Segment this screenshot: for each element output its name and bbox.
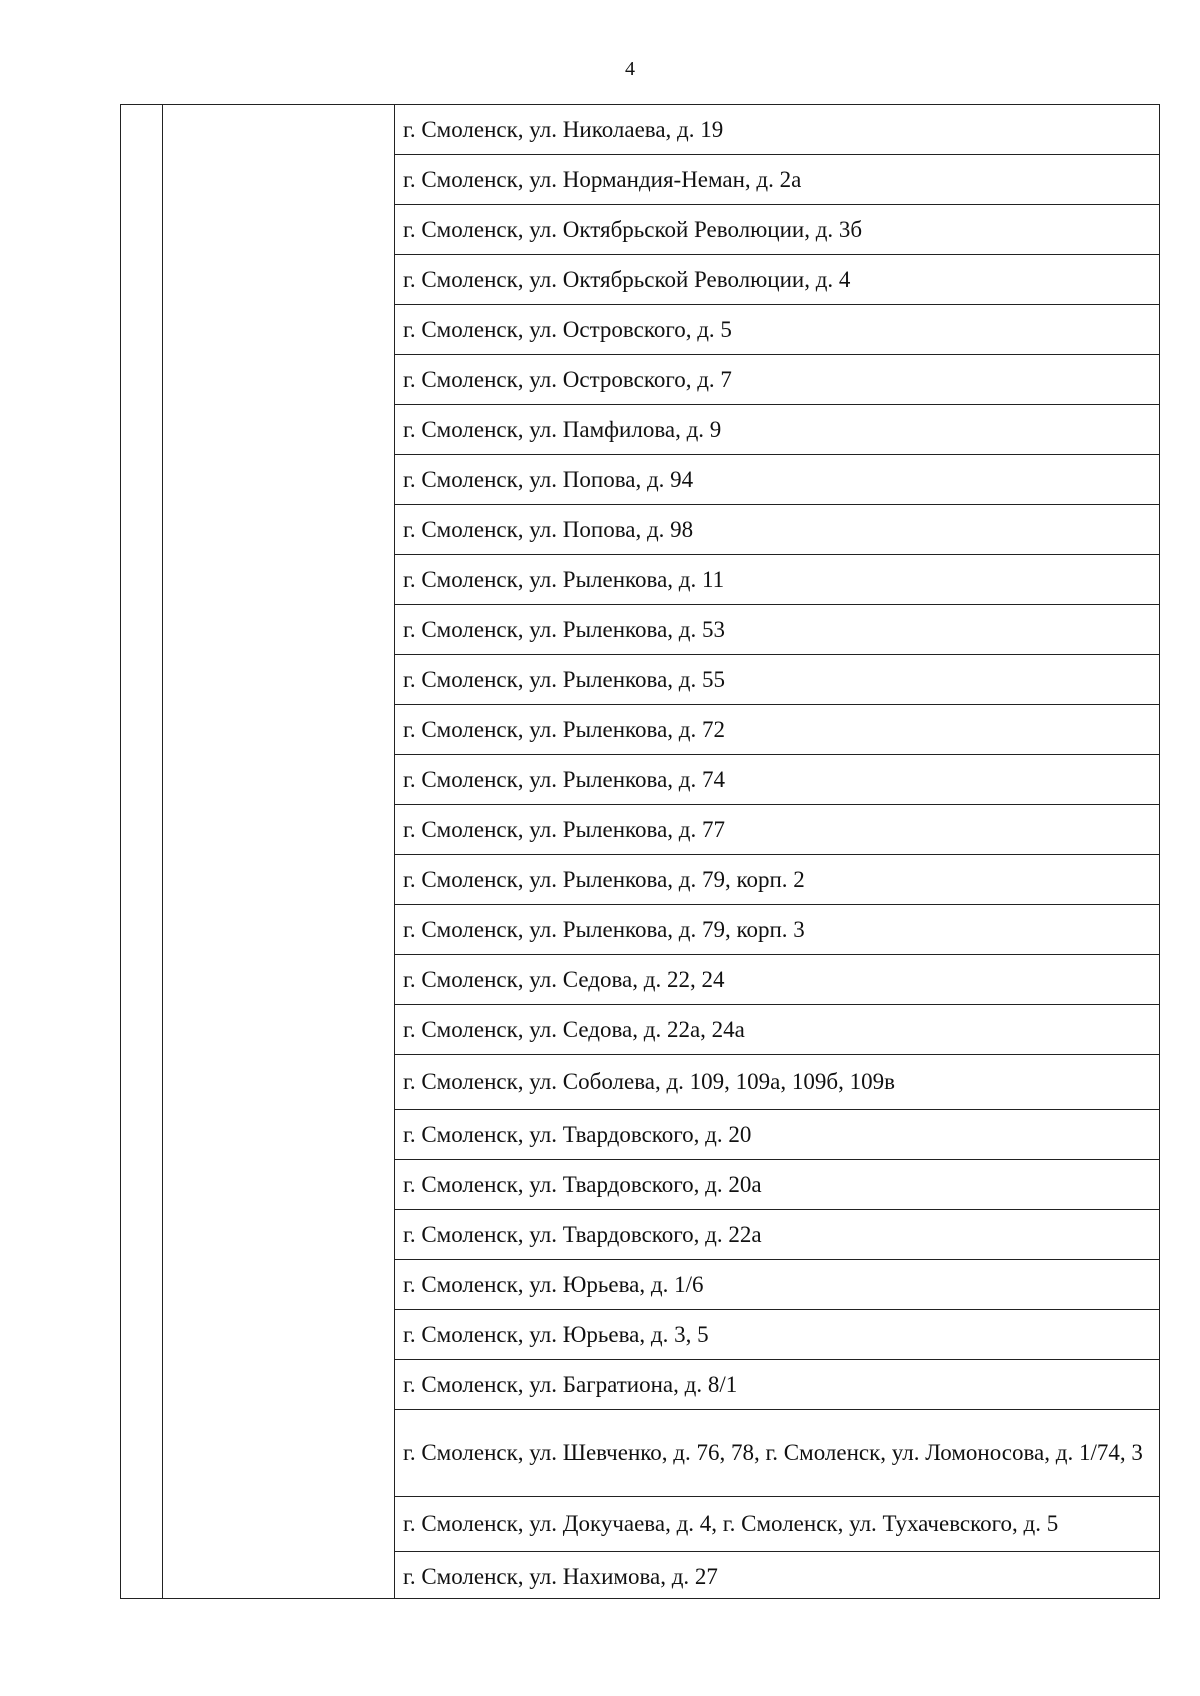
table-row (395, 605, 1159, 655)
table-row (395, 1055, 1159, 1110)
table-row (395, 1497, 1159, 1552)
address-table (120, 104, 1160, 1599)
table-row (395, 1210, 1159, 1260)
table-row (395, 805, 1159, 855)
page-number: 4 (625, 58, 635, 80)
address-text: г. Смоленск, ул. Багратиона, д. 8/1 (403, 1371, 738, 1397)
address-text: г. Смоленск, ул. Твардовского, д. 20 (403, 1121, 752, 1147)
table-row (395, 655, 1159, 705)
address-text: г. Смоленск, ул. Попова, д. 98 (403, 516, 694, 542)
address-text: г. Смоленск, ул. Рыленкова, д. 79, корп. 2 (403, 866, 805, 892)
address-text: г. Смоленск, ул. Соболева, д. 109, 109а, 109б, 109в (403, 1069, 895, 1094)
address-text: г. Смоленск, ул. Докучаева, д. 4, г. Смоленск, ул. Тухачевского, д. 5 (403, 1511, 1059, 1536)
address-text: г. Смоленск, ул. Нормандия-Неман, д. 2а (403, 166, 802, 192)
table-row (395, 955, 1159, 1005)
table-row (395, 1260, 1159, 1310)
table-row (395, 355, 1159, 405)
table-row (395, 705, 1159, 755)
table-row (395, 155, 1159, 205)
table-row (395, 505, 1159, 555)
address-text: г. Смоленск, ул. Нахимова, д. 27 (403, 1564, 718, 1589)
table-row (395, 555, 1159, 605)
table-row (395, 305, 1159, 355)
table-row (395, 255, 1159, 305)
table-row (395, 1410, 1159, 1497)
address-text: г. Смоленск, ул. Николаева, д. 19 (403, 116, 724, 142)
address-text: г. Смоленск, ул. Рыленкова, д. 55 (403, 666, 725, 692)
address-text: г. Смоленск, ул. Твардовского, д. 22а (403, 1221, 762, 1247)
table-row (395, 1360, 1159, 1410)
address-text: г. Смоленск, ул. Рыленкова, д. 77 (403, 816, 725, 842)
address-text: г. Смоленск, ул. Рыленкова, д. 72 (403, 716, 725, 742)
table-row (395, 405, 1159, 455)
table-row (395, 205, 1159, 255)
table-row (395, 1552, 1159, 1602)
address-text: г. Смоленск, ул. Седова, д. 22, 24 (403, 966, 725, 992)
table-row (395, 1160, 1159, 1210)
address-text: г. Смоленск, ул. Рыленкова, д. 79, корп. 3 (403, 916, 805, 942)
table-row (395, 1005, 1159, 1055)
address-text: г. Смоленск, ул. Памфилова, д. 9 (403, 416, 722, 442)
address-text: г. Смоленск, ул. Шевченко, д. 76, 78, г. Смоленск, ул. Ломоносова, д. 1/74, 3 (403, 1440, 1143, 1465)
address-text: г. Смоленск, ул. Юрьева, д. 3, 5 (403, 1321, 709, 1347)
address-text: г. Смоленск, ул. Октябрьской Революции, д. 3б (403, 216, 863, 242)
table-row (395, 1310, 1159, 1360)
address-text: г. Смоленск, ул. Твардовского, д. 20а (403, 1171, 762, 1197)
address-text: г. Смоленск, ул. Островского, д. 5 (403, 316, 732, 342)
address-text: г. Смоленск, ул. Островского, д. 7 (403, 366, 732, 392)
address-text: г. Смоленск, ул. Октябрьской Революции, д. 4 (403, 266, 851, 292)
table-row (395, 855, 1159, 905)
table-row (395, 455, 1159, 505)
address-text: г. Смоленск, ул. Седова, д. 22а, 24а (403, 1016, 745, 1042)
address-text: г. Смоленск, ул. Рыленкова, д. 74 (403, 766, 725, 792)
address-text: г. Смоленск, ул. Юрьева, д. 1/6 (403, 1271, 704, 1297)
address-text: г. Смоленск, ул. Попова, д. 94 (403, 466, 694, 492)
address-column (395, 105, 1159, 1602)
table-row (395, 905, 1159, 955)
column-divider-number (162, 105, 163, 1598)
address-text: г. Смоленск, ул. Рыленкова, д. 53 (403, 616, 725, 642)
address-text: г. Смоленск, ул. Рыленкова, д. 11 (403, 566, 725, 592)
table-row (395, 105, 1159, 155)
table-row (395, 1110, 1159, 1160)
table-row (395, 755, 1159, 805)
